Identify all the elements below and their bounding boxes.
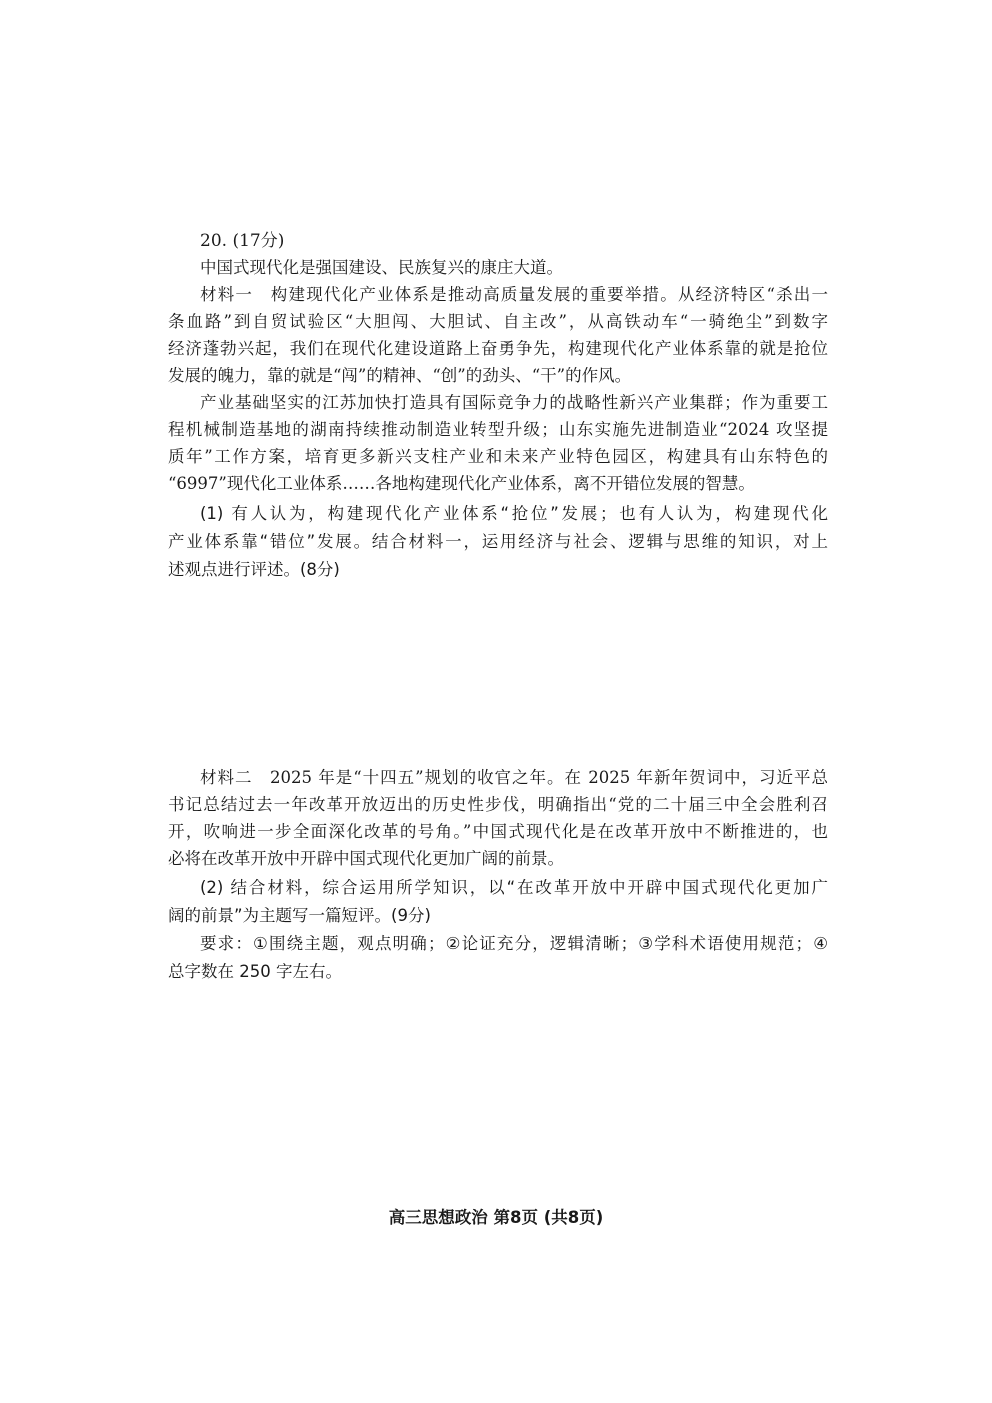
material1-p2-line-1: 产业基础坚实的江苏加快打造具有国际竞争力的战略性新兴产业集群；作为重要工: [200, 393, 828, 412]
material2-line-2: 书记总结过去一年改革开放迈出的历史性步伐，明确指出“党的二十届三中全会胜利召: [168, 795, 828, 814]
subquestion2-line-1: (2) 结合材料，综合运用所学知识，以“在改革开放中开辟中国式现代化更加广: [200, 878, 828, 897]
requirements-line-2: 总字数在 250 字左右。: [168, 962, 342, 981]
material2-line-1: 材料二 2025 年是“十四五”规划的收官之年。在 2025 年新年贺词中，习近平总: [200, 768, 828, 787]
material2-line-3: 开，吹响进一步全面深化改革的号角。”中国式现代化是在改革开放中不断推进的，也: [168, 822, 828, 841]
subquestion2-line-2: 阔的前景”为主题写一篇短评。(9分): [168, 906, 431, 925]
page-footer: 高三思想政治 第8页 (共8页): [388, 1208, 604, 1227]
subquestion1-line-1: (1) 有人认为，构建现代化产业体系“抢位”发展；也有人认为，构建现代化: [200, 504, 828, 523]
material1-line-2: 条血路”到自贸试验区“大胆闯、大胆试、自主改”，从高铁动车“一骑绝尘”到数字: [168, 312, 828, 331]
subquestion1-line-3: 述观点进行评述。(8分): [168, 560, 340, 579]
material1-p2-line-4: “6997”现代化工业体系……各地构建现代化产业体系，离不开错位发展的智慧。: [168, 474, 755, 493]
material1-p2-line-2: 程机械制造基地的湖南持续推动制造业转型升级；山东实施先进制造业“2024 攻坚提: [168, 420, 828, 439]
material1-line-1: 材料一 构建现代化产业体系是推动高质量发展的重要举措。从经济特区“杀出一: [200, 285, 828, 304]
material1-line-3: 经济蓬勃兴起，我们在现代化建设道路上奋勇争先，构建现代化产业体系靠的就是抢位: [168, 339, 828, 358]
material1-p2-line-3: 质年”工作方案，培育更多新兴支柱产业和未来产业特色园区，构建具有山东特色的: [168, 447, 828, 466]
question-intro: 中国式现代化是强国建设、民族复兴的康庄大道。: [200, 258, 563, 277]
material2-line-4: 必将在改革开放中开辟中国式现代化更加广阔的前景。: [168, 849, 564, 868]
subquestion1-line-2: 产业体系靠“错位”发展。结合材料一，运用经济与社会、逻辑与思维的知识，对上: [168, 532, 828, 551]
requirements-line-1: 要求：①围绕主题，观点明确；②论证充分，逻辑清晰；③学科术语使用规范；④: [200, 934, 828, 953]
material1-line-4: 发展的魄力，靠的就是“闯”的精神、“创”的劲头、“干”的作风。: [168, 366, 632, 385]
question-header: 20. (17分): [200, 231, 285, 251]
